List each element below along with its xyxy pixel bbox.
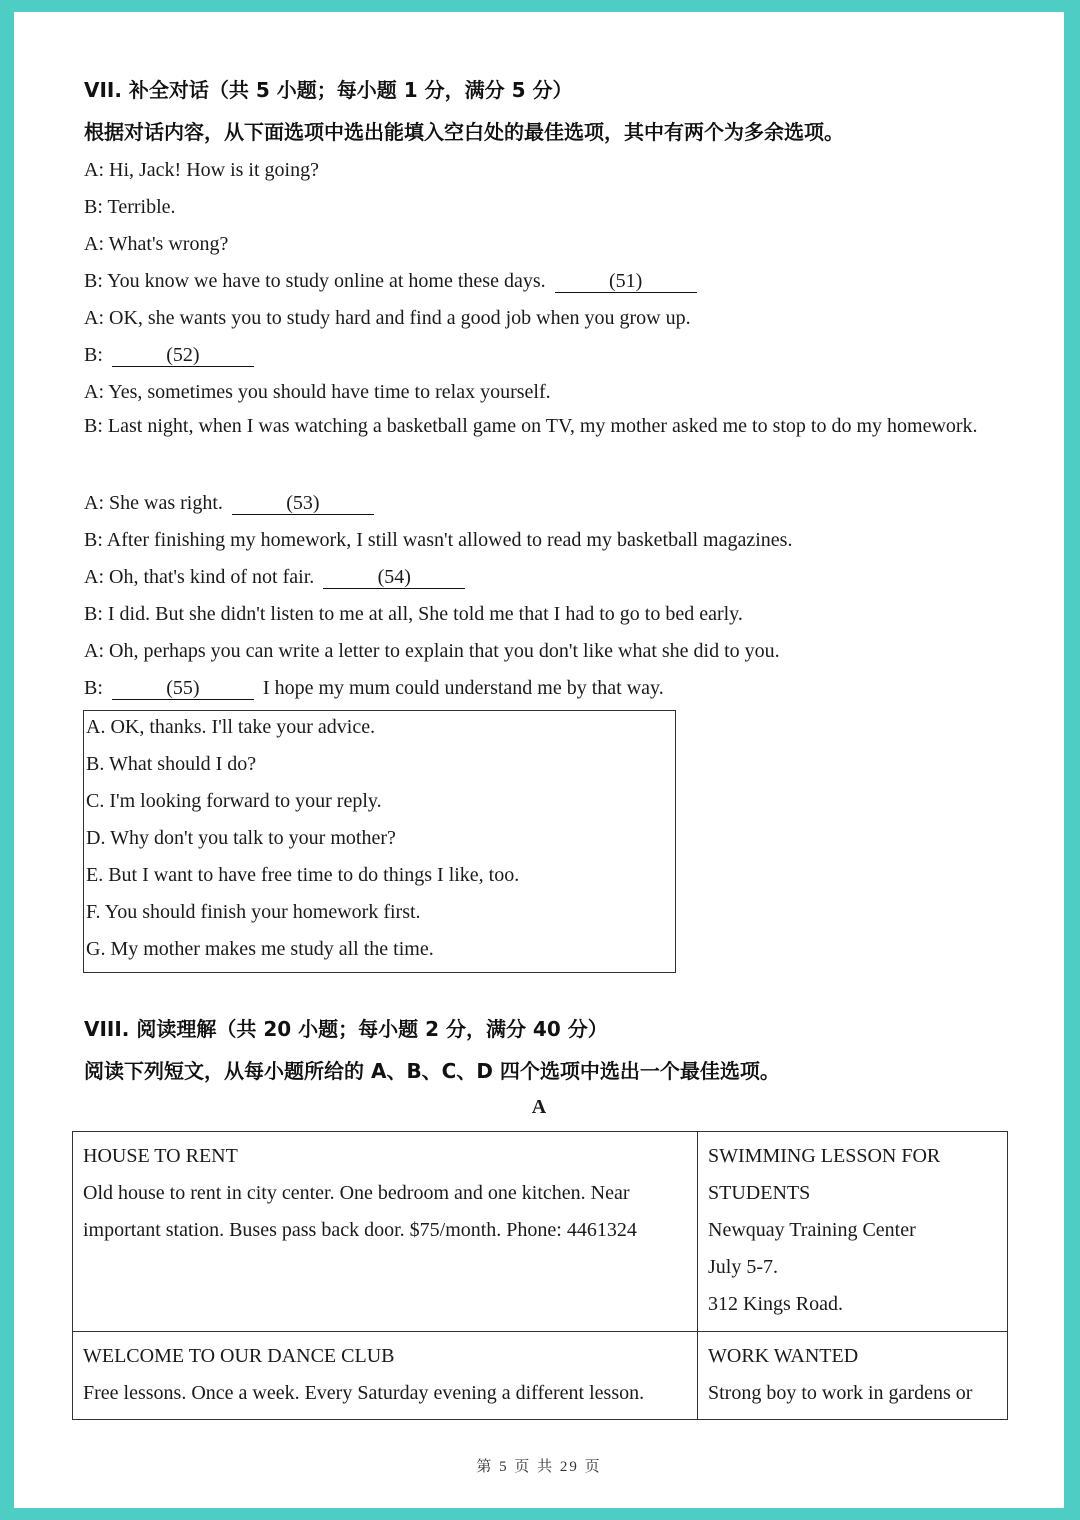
dialog-line-8: B: Last night, when I was watching a basketball game on TV, my mother asked me to stop to do my homework. xyxy=(84,415,978,437)
ad-swimming-date: July 5-7. xyxy=(708,1256,778,1278)
ad-swimming-title: SWIMMING LESSON FOR STUDENTS xyxy=(708,1145,941,1204)
ad-dance-title: WELCOME TO OUR DANCE CLUB xyxy=(83,1345,395,1367)
options-box xyxy=(83,710,676,973)
dialog-line-7: A: Yes, sometimes you should have time to relax yourself. xyxy=(84,381,551,403)
option-c: C. I'm looking forward to your reply. xyxy=(86,790,382,812)
dialog-line-9 xyxy=(84,490,374,516)
dialog-line-10: B: After finishing my homework, I still wasn't allowed to read my basketball magazines. xyxy=(84,529,793,551)
ad-dance xyxy=(73,1332,698,1420)
option-d: D. Why don't you talk to your mother? xyxy=(86,827,396,849)
ad-work-body: Strong boy to work in gardens or xyxy=(708,1382,973,1404)
dialog-line-11 xyxy=(84,564,465,590)
dialog-line-1: A: Hi, Jack! How is it going? xyxy=(84,159,319,181)
dialog-line-14-tail: I hope my mum could understand me by that way. xyxy=(262,677,664,699)
ad-swimming-place: Newquay Training Center xyxy=(708,1219,916,1241)
section-8-heading: VIII. 阅读理解（共 20 小题；每小题 2 分，满分 40 分） xyxy=(84,1017,608,1041)
page-footer: 第 5 页 共 29 页 xyxy=(476,1459,602,1475)
dialog-line-2: B: Terrible. xyxy=(84,196,176,218)
dialog-line-13: A: Oh, perhaps you can write a letter to explain that you don't like what she did to you. xyxy=(84,640,780,662)
ad-dance-body: Free lessons. Once a week. Every Saturday evening a different lesson. xyxy=(83,1382,645,1404)
option-e: E. But I want to have free time to do things I like, too. xyxy=(86,864,520,886)
ad-work-title: WORK WANTED xyxy=(708,1345,859,1367)
section-8-instruction: 阅读下列短文，从每小题所给的 A、B、C、D 四个选项中选出一个最佳选项。 xyxy=(84,1059,780,1083)
passage-label: A xyxy=(531,1096,547,1118)
blank-54: (54) xyxy=(323,566,465,589)
ad-swimming xyxy=(698,1132,1008,1332)
blank-52: (52) xyxy=(112,344,254,367)
option-g: G. My mother makes me study all the time. xyxy=(86,938,434,960)
section-7-instruction: 根据对话内容，从下面选项中选出能填入空白处的最佳选项，其中有两个为多余选项。 xyxy=(84,120,844,144)
ad-house-title: HOUSE TO RENT xyxy=(83,1145,238,1167)
ad-house xyxy=(73,1132,698,1332)
dialog-line-14-text: B: xyxy=(84,677,103,699)
exam-page xyxy=(14,12,1064,1508)
dialog-line-6 xyxy=(84,342,254,368)
option-b: B. What should I do? xyxy=(86,753,257,775)
dialog-line-14 xyxy=(84,675,664,701)
dialog-line-12: B: I did. But she didn't listen to me at all, She told me that I had to go to bed early. xyxy=(84,603,743,625)
ads-table xyxy=(72,1131,1008,1420)
dialog-line-5: A: OK, she wants you to study hard and find a good job when you grow up. xyxy=(84,307,691,329)
ad-swimming-address: 312 Kings Road. xyxy=(708,1293,843,1315)
blank-55: (55) xyxy=(112,677,254,700)
ad-house-body: Old house to rent in city center. One bedroom and one kitchen. Near important station. Buses pass back door. $75/month. Phone: 4461324 xyxy=(83,1182,637,1241)
dialog-line-3: A: What's wrong? xyxy=(84,233,229,255)
dialog-line-9-text: A: She was right. xyxy=(84,492,223,514)
section-7-heading: VII. 补全对话（共 5 小题；每小题 1 分，满分 5 分） xyxy=(84,78,573,102)
dialog-line-6-text: B: xyxy=(84,344,103,366)
dialog-line-4-text: B: You know we have to study online at home these days. xyxy=(84,270,546,292)
option-a: A. OK, thanks. I'll take your advice. xyxy=(86,716,376,738)
blank-51: (51) xyxy=(555,270,697,293)
ad-work xyxy=(698,1332,1008,1420)
dialog-line-11-text: A: Oh, that's kind of not fair. xyxy=(84,566,315,588)
blank-53: (53) xyxy=(232,492,374,515)
dialog-line-4 xyxy=(84,268,697,294)
option-f: F. You should finish your homework first. xyxy=(86,901,421,923)
